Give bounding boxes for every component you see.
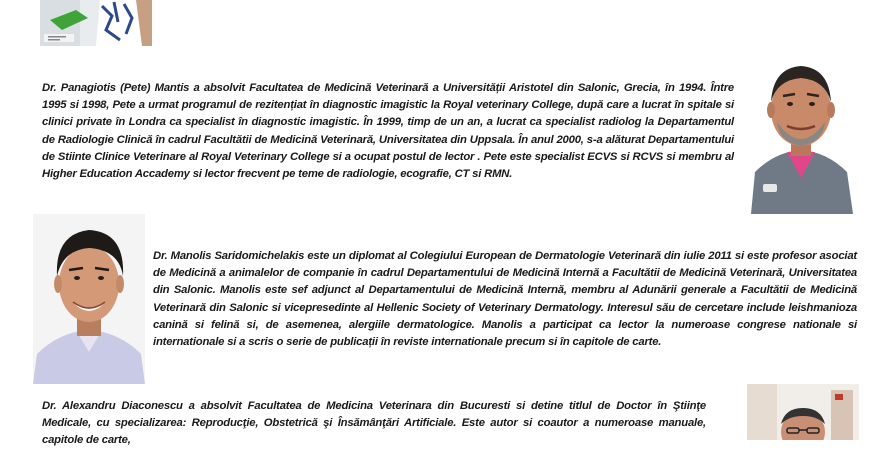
bio-diaconescu: Dr. Alexandru Diaconescu a absolvit Facultatea de Medicina Veterinara din Bucuresti si detine titlul de Doctor în Ştiinţe Medicale, cu specializarea: Reproducţie, Obstetrică şi Însămânţări Artificiale. Este autor si coautor a numeroase manuale, capitole de carte, [42,400,706,447]
top-photo [40,0,152,46]
mantis-photo [745,46,857,214]
saridomichelakis-photo [33,214,145,384]
bio-mantis: Dr. Panagiotis (Pete) Mantis a absolvit Facultatea de Medicină Veterinară a Universității Aristotel din Salonic, Grecia, în 1994. Între 1995 si 1998, Pete a urmat programul de rezitențiat în diagnostic imagistic la Royal veterinary College, după care a lucrat în spitale si clinici private în Londra ca specialist în diagnostic imagistic. În 1999, timp de un an, a lucrat ca specialist radiolog la Departamentul de Radiologie Clinică în cadrul Facultătii de Medicină Veterinară, Universitatea din Uppsala. În anul 2000, s-a alăturat Departamentului de Stiinte Clinice Veterinare al Royal Veterinary College si a ocupat postul de lector . Pete este specialist ECVS si RCVS si membru al Higher Education Accademy si lector frecvent pe teme de radiologie, ecografie, CT si RMN. [42,82,734,181]
diaconescu-photo [747,384,859,440]
bio-saridomichelakis: Dr. Manolis Saridomichelakis este un diplomat al Colegiului European de Dermatologie Veterinară din iulie 2011 si este profesor asociat de Medicină a animalelor de companie în cadrul Departamentului de Medicină Internă a Facultătii de Medicină Veterinară, Universitatea din Salonic. Manolis este sef adjunct al Departamentului de Medicină Internă, membru al Adunării generale a Facultătii de Medicină Veterinară din Salonic si vicepresedinte al Hellenic Society of Veterinary Dermatology. Interesul său de cercetare include leishmanioza canină si felină si, de asemenea, alergiile dermatologice. Manolis a participat ca lector la numeroase congrese nationale si internationale si a scris o serie de publicații în reviste internationale precum si în capitole de carte. [153,250,857,349]
